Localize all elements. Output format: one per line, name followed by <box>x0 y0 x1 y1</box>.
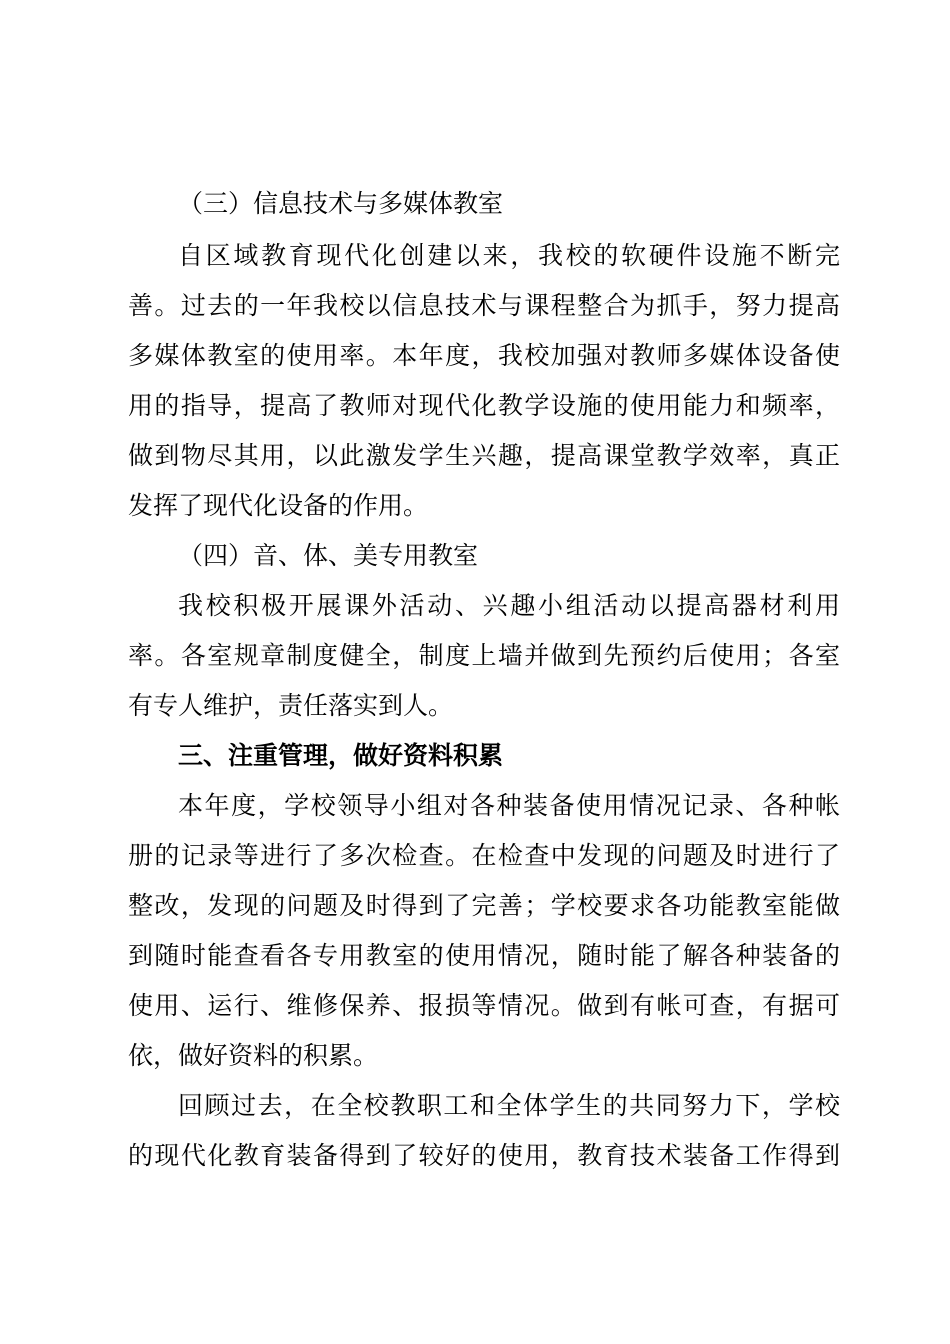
paragraph-line: 有专人维护，责任落实到人。 <box>128 691 454 720</box>
section-heading-4: （四）音、体、美专用教室 <box>178 541 479 570</box>
paragraph-line: 本年度，学校领导小组对各种装备使用情况记录、各种帐 <box>178 791 840 820</box>
paragraph-line: 使用、运行、维修保养、报损等情况。做到有帐可查，有据可 <box>128 991 840 1020</box>
paragraph-line: 的现代化教育装备得到了较好的使用，教育技术装备工作得到 <box>128 1141 840 1170</box>
paragraph-line: 做到物尽其用，以此激发学生兴趣，提高课堂教学效率，真正 <box>128 441 840 470</box>
paragraph-line: 用的指导，提高了教师对现代化教学设施的使用能力和频率， <box>128 391 840 420</box>
paragraph-line: 我校积极开展课外活动、兴趣小组活动以提高器材利用 <box>178 591 840 620</box>
paragraph-line: 册的记录等进行了多次检查。在检查中发现的问题及时进行了 <box>128 841 840 870</box>
part-heading-3: 三、注重管理，做好资料积累 <box>178 741 504 770</box>
paragraph-line: 多媒体教室的使用率。本年度，我校加强对教师多媒体设备使 <box>128 341 840 370</box>
section-heading-3: （三）信息技术与多媒体教室 <box>178 189 504 218</box>
paragraph-line: 自区域教育现代化创建以来，我校的软硬件设施不断完 <box>178 241 840 270</box>
paragraph-line: 整改，发现的问题及时得到了完善；学校要求各功能教室能做 <box>128 891 840 920</box>
paragraph-line: 率。各室规章制度健全，制度上墙并做到先预约后使用；各室 <box>128 641 840 670</box>
paragraph-line: 依，做好资料的积累。 <box>128 1041 379 1070</box>
paragraph-line: 回顾过去，在全校教职工和全体学生的共同努力下，学校 <box>178 1091 840 1120</box>
paragraph-line: 善。过去的一年我校以信息技术与课程整合为抓手，努力提高 <box>128 291 840 320</box>
paragraph-line: 到随时能查看各专用教室的使用情况，随时能了解各种装备的 <box>128 941 840 970</box>
paragraph-line: 发挥了现代化设备的作用。 <box>128 491 429 520</box>
